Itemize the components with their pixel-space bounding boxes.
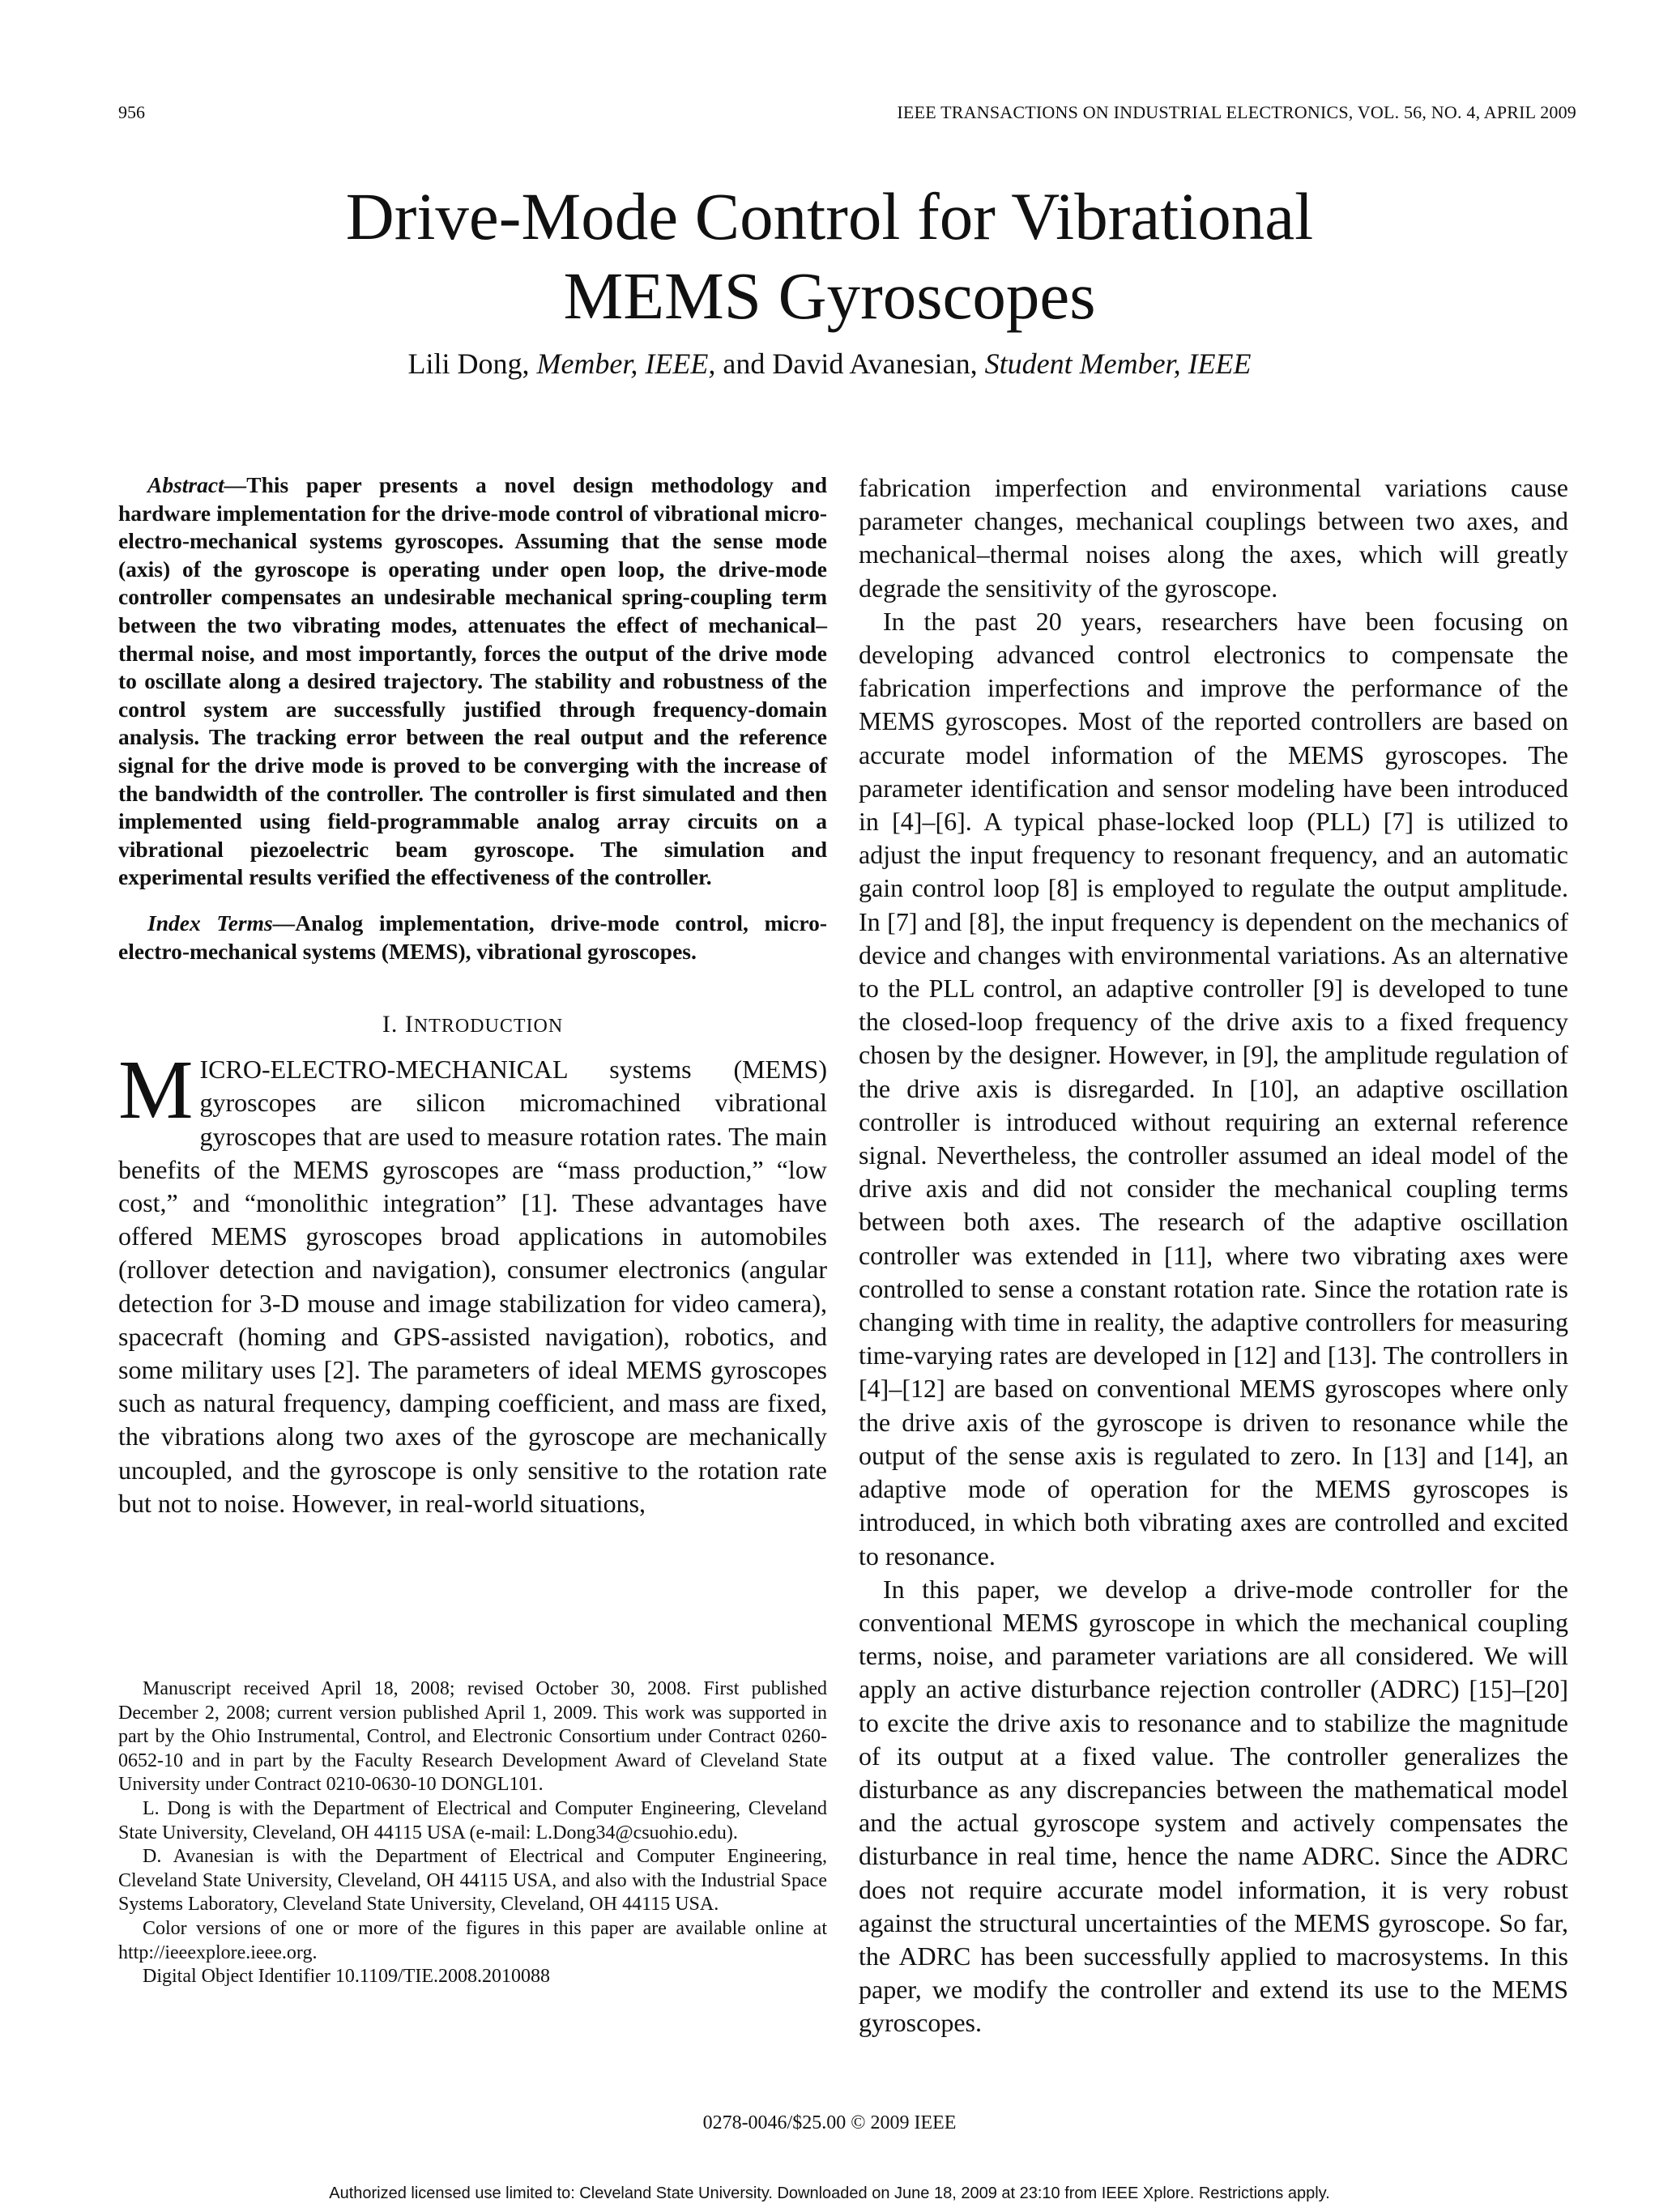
left-column <box>118 471 827 1520</box>
author-1: Lili Dong, <box>407 347 530 380</box>
index-terms <box>118 910 827 965</box>
footnote-color: Color versions of one or more of the figures in this paper are available online at http://ieeexplore.ieee.org. <box>118 1917 827 1963</box>
footnote-author-1: L. Dong is with the Department of Electrical and Computer Engineering, Cleveland State University, Cleveland, OH 44115 USA (e-mail: L.Dong34@csuohio.edu). <box>118 1797 827 1843</box>
section-heading-rest: NTRODUCTION <box>413 1016 564 1038</box>
footnote-doi: Digital Object Identifier 10.1109/TIE.2008.2010088 <box>143 1966 551 1988</box>
footnotes <box>118 1677 827 1989</box>
title-line-1: Drive-Mode Control for Vibrational <box>345 179 1314 254</box>
copyright-line: 0278-0046/$25.00 © 2009 IEEE <box>702 2112 957 2133</box>
author-1-affiliation: Member, IEEE, <box>536 347 716 380</box>
intro-paragraph-1-cont: fabrication imperfection and environmental variations cause parameter changes, mechanical couplings between two axes, and mechanical–thermal noises along the axes, which will greatly degrade the sensitivity of the gyroscope. <box>859 473 1568 603</box>
author-connector: and David Avanesian, <box>723 347 978 380</box>
abstract-label: Abstract— <box>147 472 247 497</box>
section-numeral: I. I <box>382 1011 414 1038</box>
author-line <box>0 347 1659 381</box>
page-number: 956 <box>118 102 145 122</box>
abstract-text: This paper presents a novel design methodology and hardware implementation for the drive-mode control of vibrational micro-electro-mechanical systems gyroscopes. Assuming that the sense mode (axis) of the gyroscope is operating under open loop, the drive-mode controller compensates an undesirable mechanical spring-coupling term between the two vibrating modes, attenuates the effect of mechanical–thermal noise, and most importantly, forces the output of the drive mode to oscillate along a desired trajectory. The stability and robustness of the control system are successfully justified through frequency-domain analysis. The tracking error between the real output and the reference signal for the drive mode is proved to be converging with the increase of the bandwidth of the controller. The controller is first simulated and then implemented using field-programmable analog array circuits on a vibrational piezoelectric beam gyroscope. The simulation and experimental results verified the effectiveness of the controller. <box>118 472 827 890</box>
index-terms-label: Index Terms— <box>147 910 296 936</box>
journal-header: IEEE TRANSACTIONS ON INDUSTRIAL ELECTRONICS, VOL. 56, NO. 4, APRIL 2009 <box>897 102 1576 122</box>
license-notice: Authorized licensed use limited to: Cleveland State University. Downloaded on June 18, 2009 at 23:10 from IEEE Xplore. Restrictions apply. <box>329 2184 1330 2202</box>
section-heading-introduction <box>118 1011 827 1038</box>
footnote-manuscript: Manuscript received April 18, 2008; revised October 30, 2008. First published December 2, 2008; current version published April 1, 2009. This work was supported in part by the Ohio Instrumental, Control, and Electronic Consortium under Contract 0260-0652-10 and in part by the Faculty Research Development Award of Cleveland State University under Contract 0210-0630-10 DONGL101. <box>118 1678 827 1796</box>
intro-paragraph-3: In this paper, we develop a drive-mode controller for the conventional MEMS gyroscope in which the mechanical coupling terms, noise, and parameter variations are all considered. We will apply an active disturbance rejection controller (ADRC) [15]–[20] to excite the drive axis to resonance and to stabilize the magnitude of its output at a fixed value. The controller generalizes the disturbance as any discrepancies between the mathematical model and the actual gyroscope system and actively compensates the disturbance in real time, hence the name ADRC. Since the ADRC does not require accurate model information, it is very robust against the structural uncertainties of the MEMS gyroscope. So far, the ADRC has been successfully applied to macrosystems. In this paper, we modify the controller and extend its use to the MEMS gyroscopes. <box>859 1574 1568 2038</box>
intro-paragraph-1-left: ICRO-ELECTRO-MECHANICAL systems (MEMS) gyroscopes are silicon micromachined vibrational gyroscopes that are used to measure rotation rates. The main benefits of the MEMS gyroscopes are “mass production,” “low cost,” and “monolithic integration” [1]. These advantages have offered MEMS gyroscopes broad applications in automobiles (rollover detection and navigation), consumer electronics (angular detection for 3-D mouse and image stabilization for video camera), spacecraft (homing and GPS-assisted navigation), robotics, and some military uses [2]. The parameters of ideal MEMS gyroscopes such as natural frequency, damping coefficient, and mass are fixed, the vibrations along two axes of the gyroscope are mechanically uncoupled, and the gyroscope is only sensitive to the rotation rate but not to noise. However, in real-world situations, <box>118 1055 827 1518</box>
right-column <box>859 471 1568 2040</box>
intro-paragraph-2: In the past 20 years, researchers have been focusing on developing advanced control electronics to compensate the fabrication imperfections and improve the performance of the MEMS gyroscopes. Most of the reported controllers are based on accurate model information of the MEMS gyroscopes. The parameter identification and sensor modeling have been introduced in [4]–[6]. A typical phase-locked loop (PLL) [7] is utilized to adjust the input frequency to resonant frequency, and an automatic gain control loop [8] is employed to regulate the output amplitude. In [7] and [8], the input frequency is dependent on the mechanics of device and changes with environmental variations. As an alternative to the PLL control, an adaptive controller [9] is developed to tune the closed-loop frequency of the drive axis to a fixed frequency chosen by the designer. However, in [9], the amplitude regulation of the drive axis is disregarded. In [10], an adaptive oscillation controller is introduced without requiring an external reference signal. Nevertheless, the controller assumed an ideal model of the drive axis and did not consider the mechanical coupling terms between both axes. The research of the adaptive oscillation controller was extended in [11], where two vibrating axes were controlled to sense a constant rotation rate. Since the rotation rate is changing with time in reality, the adaptive controllers for measuring time-varying rates are developed in [12] and [13]. The controllers in [4]–[12] are based on conventional MEMS gyroscopes where only the drive axis of the gyroscope is driven to resonance while the output of the sense axis is regulated to zero. In [13] and [14], an adaptive mode of operation for the MEMS gyroscopes is introduced, in which both vibrating axes are controlled and excited to resonance. <box>859 606 1568 1571</box>
intro-paragraph-1-start <box>118 1043 827 1520</box>
paper-title <box>0 177 1659 335</box>
author-2-affiliation: Student Member, IEEE <box>984 347 1252 380</box>
abstract <box>118 471 827 892</box>
drop-cap: M <box>118 1043 194 1137</box>
footnote-author-2: D. Avanesian is with the Department of Electrical and Computer Engineering, Cleveland State University, Cleveland, OH 44115 USA, and also with the Industrial Space Systems Laboratory, Cleveland State University, Cleveland, OH 44115 USA. <box>118 1846 827 1916</box>
index-terms-text: Analog implementation, drive-mode control, micro-electro-mechanical systems (MEMS), vibrational gyroscopes. <box>118 910 827 964</box>
title-line-2: MEMS Gyroscopes <box>563 258 1096 333</box>
